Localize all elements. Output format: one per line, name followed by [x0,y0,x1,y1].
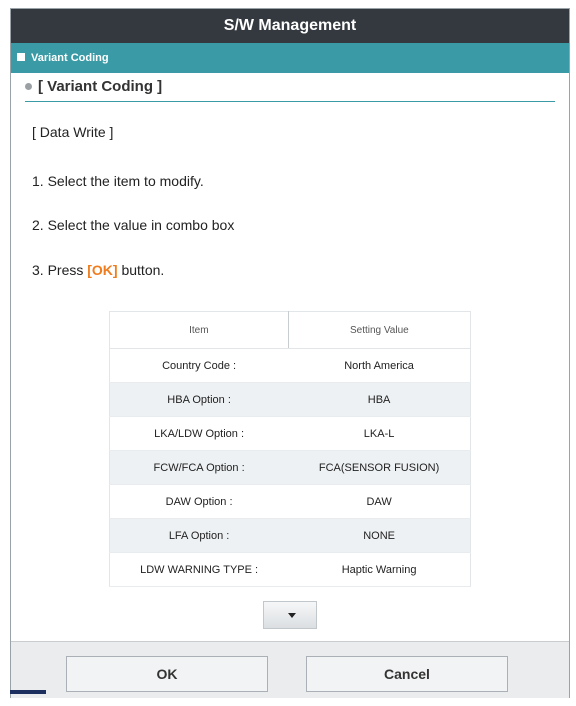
row-value: HBA [288,383,470,417]
row-value: Haptic Warning [288,553,470,587]
instruction-step-1: 1. Select the item to modify. [32,173,204,189]
table-row[interactable] [110,451,471,485]
row-item: LKA/LDW Option : [110,417,289,451]
row-item: HBA Option : [110,383,289,417]
subheader [25,73,555,102]
table-row[interactable] [110,519,471,553]
window-title: S/W Management [11,9,569,43]
ok-button[interactable]: OK [66,656,268,692]
data-write-label: [ Data Write ] [32,124,114,140]
cancel-button[interactable]: Cancel [306,656,508,692]
table-row[interactable] [110,383,471,417]
step3-ok-highlight: [OK] [87,262,118,278]
row-item: FCW/FCA Option : [110,451,289,485]
instruction-step-2: 2. Select the value in combo box [32,217,235,233]
corner-accent-bar [10,690,46,694]
subheader-label: [ Variant Coding ] [38,78,163,95]
step3-prefix: 3. Press [32,262,88,278]
row-value: North America [288,349,470,383]
table-row[interactable] [110,553,471,587]
section-header [11,43,569,73]
row-item: LFA Option : [110,519,289,553]
step3-suffix: button. [117,262,165,278]
row-item: DAW Option : [110,485,289,519]
column-header-setting-value: Setting Value [288,312,470,349]
chevron-down-icon [288,613,296,618]
row-value: LKA-L [288,417,470,451]
instruction-step-3 [32,262,164,278]
column-header-item: Item [110,312,289,349]
table-row[interactable] [110,485,471,519]
table-row[interactable] [110,349,471,383]
dialog-footer [11,641,569,698]
row-item: LDW WARNING TYPE : [110,553,289,587]
bullet-dot-icon [25,83,32,90]
row-item: Country Code : [110,349,289,383]
square-bullet-icon [17,53,25,61]
settings-table [109,311,471,587]
value-combo-box[interactable] [263,601,317,629]
row-value: NONE [288,519,470,553]
sw-management-dialog [10,8,570,698]
section-label: Variant Coding [31,52,109,64]
table-header-row [110,312,471,349]
row-value: DAW [288,485,470,519]
row-value: FCA(SENSOR FUSION) [288,451,470,485]
table-row[interactable] [110,417,471,451]
